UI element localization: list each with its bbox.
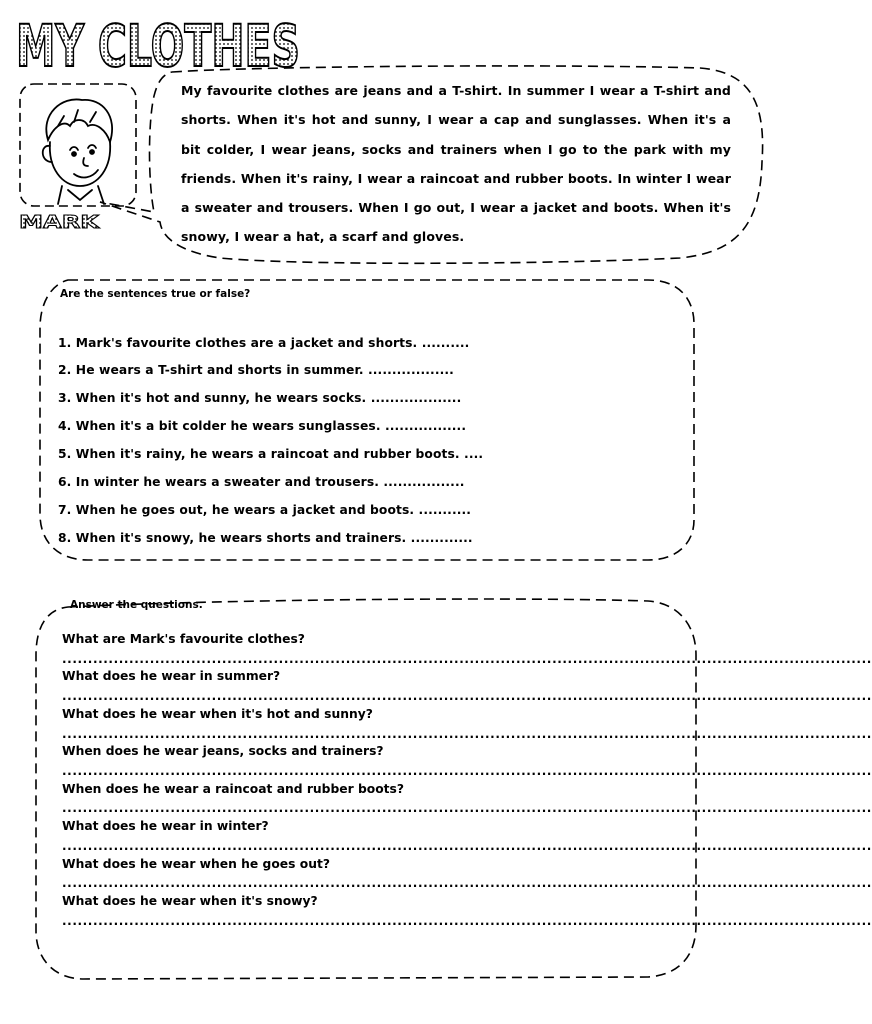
answer-line-2[interactable]: .............................................................................................................................................................	[62, 689, 872, 703]
answer-line-8[interactable]: .............................................................................................................................................................	[62, 914, 872, 928]
question-7: What does he wear when he goes out?	[62, 857, 330, 871]
character-name-label	[18, 209, 108, 233]
statement-5: 5. When it's rainy, he wears a raincoat and rubber boots. ....	[58, 447, 484, 461]
question-8: What does he wear when it's snowy?	[62, 894, 318, 908]
portrait-frame	[18, 82, 138, 208]
question-2: What does he wear in summer?	[62, 669, 281, 683]
statement-2: 2. He wears a T-shirt and shorts in summer. ..................	[58, 363, 454, 377]
statement-4: 4. When it's a bit colder he wears sunglasses. .................	[58, 419, 467, 433]
true-false-instruction: Are the sentences true or false?	[60, 288, 251, 300]
character-name-text: MARK	[19, 212, 101, 233]
statement-1: 1. Mark's favourite clothes are a jacket and shorts. ..........	[58, 336, 470, 350]
answer-line-1[interactable]: .............................................................................................................................................................	[62, 652, 872, 666]
statement-6: 6. In winter he wears a sweater and trousers. .................	[58, 475, 465, 489]
statement-8: 8. When it's snowy, he wears shorts and trainers. .............	[58, 531, 473, 545]
answer-line-4[interactable]: .............................................................................................................................................................	[62, 764, 872, 778]
boy-portrait-icon	[43, 99, 112, 204]
answer-line-7[interactable]: .............................................................................................................................................................	[62, 876, 872, 890]
answer-line-3[interactable]: .............................................................................................................................................................	[62, 727, 872, 741]
question-6: What does he wear in winter?	[62, 819, 269, 833]
answer-line-5[interactable]: .............................................................................................................................................................	[62, 801, 872, 815]
answer-line-6[interactable]: .............................................................................................................................................................	[62, 839, 872, 853]
question-5: When does he wear a raincoat and rubber boots?	[62, 782, 404, 796]
question-1: What are Mark's favourite clothes?	[62, 632, 305, 646]
statement-3: 3. When it's hot and sunny, he wears socks. ...................	[58, 391, 462, 405]
statement-7: 7. When he goes out, he wears a jacket and boots. ...........	[58, 503, 472, 517]
page-title-text: MY CLOTHES	[16, 12, 300, 80]
question-3: What does he wear when it's hot and sunny?	[62, 707, 373, 721]
reading-passage: My favourite clothes are jeans and a T-shirt. In summer I wear a T-shirt and shorts. When it's hot and sunny, I wear a cap and sunglasses. When it's a bit colder, I wear jeans, socks and trainers when I go to the park with my friends. When it's rainy, I wear a raincoat and rubber boots. In winter I wear a sweater and trousers. When I go out, I wear a jacket and boots. When it's snowy, I wear a hat, a scarf and gloves.	[181, 83, 731, 245]
questions-instruction: Answer the questions.	[70, 599, 203, 611]
question-4: When does he wear jeans, socks and trainers?	[62, 744, 384, 758]
